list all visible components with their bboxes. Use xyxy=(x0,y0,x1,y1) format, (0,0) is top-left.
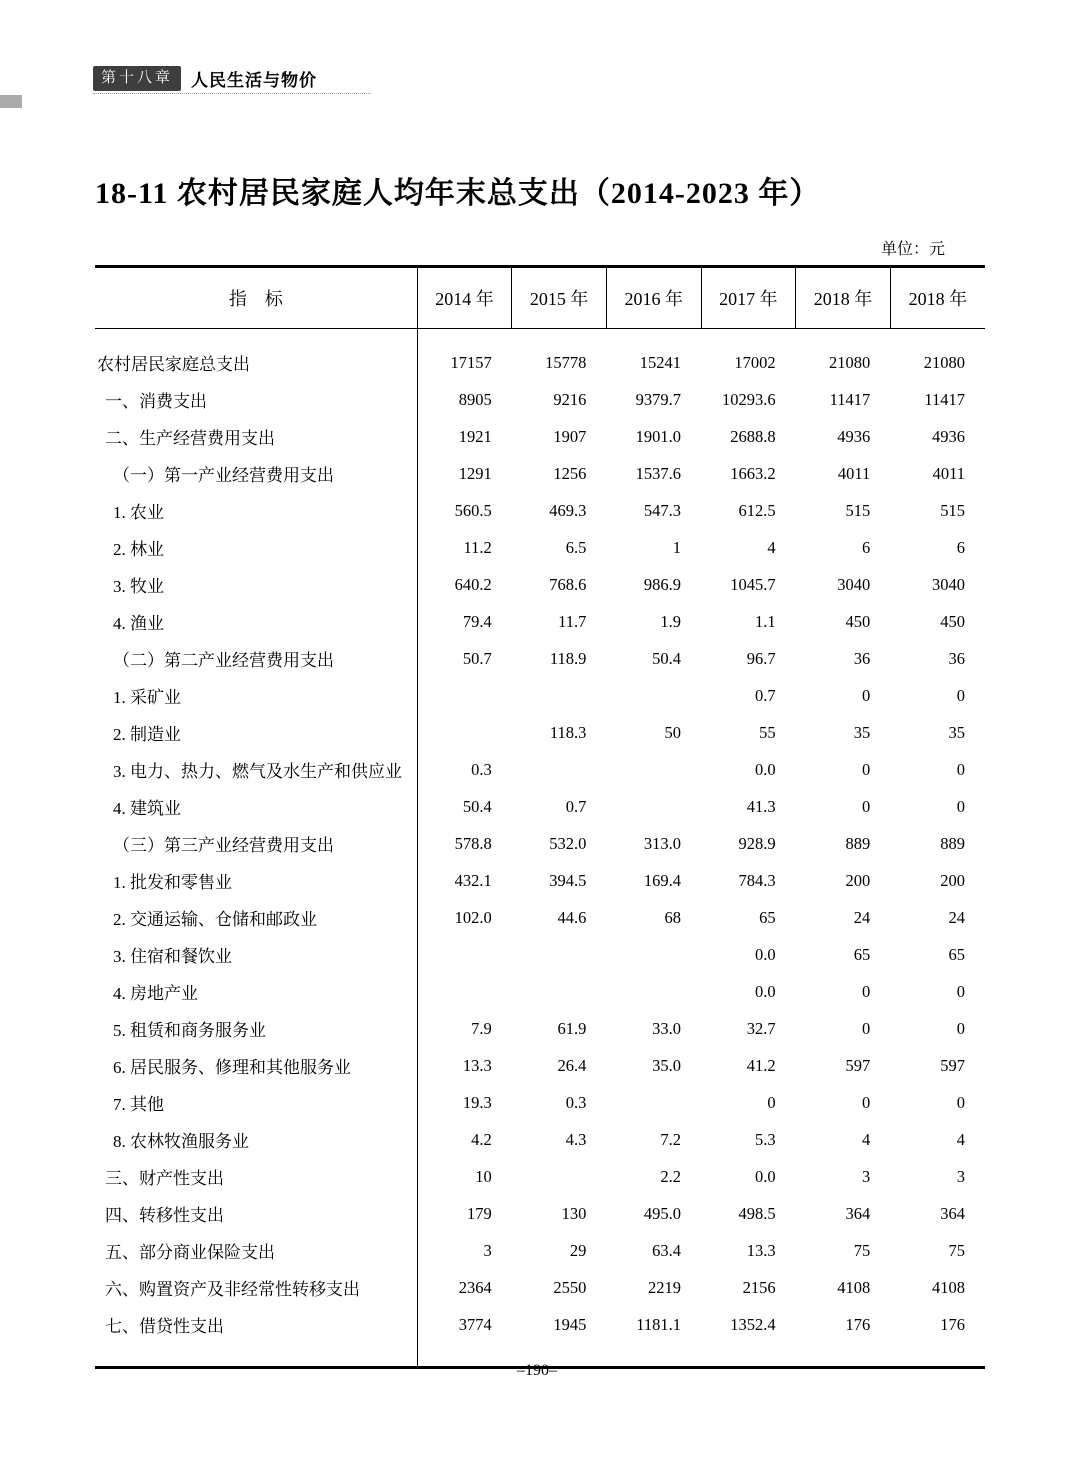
row-value-cell: 889 xyxy=(845,833,871,853)
row-value-cell: 0.0 xyxy=(755,1166,776,1186)
row-value-cell: 3 xyxy=(483,1240,492,1260)
row-value-cell: 3040 xyxy=(837,574,871,594)
row-value-cell: 17157 xyxy=(450,352,492,372)
table-row xyxy=(95,714,985,751)
row-value-cell: 313.0 xyxy=(643,833,682,853)
row-value-cell: 9216 xyxy=(553,389,587,409)
row-value-cell: 29 xyxy=(569,1240,587,1260)
row-value-cell: 2156 xyxy=(742,1277,776,1297)
table-row xyxy=(95,1195,985,1232)
row-value-cell: 35 xyxy=(948,722,965,742)
row-value-cell xyxy=(417,973,512,1010)
row-indicator-label: 3. 电力、热力、燃气及水生产和供应业 xyxy=(95,751,417,788)
row-value-cell: 1537.6 xyxy=(635,463,682,483)
row-value-cell: 784.3 xyxy=(738,870,776,890)
row-value-cell: 2688.8 xyxy=(730,426,776,446)
row-value-cell: 0 xyxy=(862,796,871,816)
row-value-cell: 21080 xyxy=(923,352,965,372)
row-value-cell: 179 xyxy=(467,1203,492,1223)
row-value-cell: 495.0 xyxy=(643,1203,682,1223)
row-indicator-label: 1. 采矿业 xyxy=(95,677,417,714)
row-indicator-label: 2. 交通运输、仓储和邮政业 xyxy=(95,899,417,936)
row-value-cell: 0.3 xyxy=(471,759,492,779)
row-value-cell: 1256 xyxy=(553,463,587,483)
row-value-cell: 0 xyxy=(862,1018,871,1038)
row-value-cell: 17002 xyxy=(734,352,776,372)
chapter-badge: 第十八章 xyxy=(93,66,181,91)
row-value-cell: 24 xyxy=(853,907,871,927)
table-row xyxy=(95,788,985,825)
row-value-cell: 0 xyxy=(956,1018,965,1038)
row-indicator-label: 4. 建筑业 xyxy=(95,788,417,825)
row-value-cell: 35 xyxy=(853,722,871,742)
row-value-cell: 4936 xyxy=(837,426,871,446)
row-value-cell: 50 xyxy=(664,722,682,742)
row-value-cell: 450 xyxy=(940,611,965,631)
row-indicator-label: 一、消费支出 xyxy=(95,381,417,418)
row-value-cell: 33.0 xyxy=(652,1018,682,1038)
row-value-cell: 7.9 xyxy=(471,1018,492,1038)
row-value-cell: 0.0 xyxy=(755,944,776,964)
row-value-cell: 498.5 xyxy=(738,1203,776,1223)
row-indicator-label: 六、购置资产及非经常性转移支出 xyxy=(95,1269,417,1306)
row-value-cell: 79.4 xyxy=(462,611,492,631)
page-title: 18-11 农村居民家庭人均年末总支出（2014-2023 年） xyxy=(95,177,821,210)
row-value-cell: 612.5 xyxy=(738,500,776,520)
row-value-cell xyxy=(417,714,512,751)
table-row xyxy=(95,899,985,936)
row-value-cell: 169.4 xyxy=(643,870,682,890)
row-value-cell: 768.6 xyxy=(549,574,587,594)
row-value-cell: 0 xyxy=(956,685,965,705)
unit-label: 单位：元 xyxy=(880,241,945,258)
row-value-cell: 41.2 xyxy=(746,1055,776,1075)
row-value-cell: 394.5 xyxy=(549,870,587,890)
row-value-cell: 1352.4 xyxy=(730,1314,776,1334)
row-value-cell: 4011 xyxy=(932,463,965,483)
row-value-cell: 3 xyxy=(862,1166,871,1186)
row-value-cell: 5.3 xyxy=(755,1129,776,1149)
year-column-header: 2018 年 xyxy=(796,267,891,329)
row-value-cell xyxy=(512,936,607,973)
row-indicator-label: （三）第三产业经营费用支出 xyxy=(95,825,417,862)
row-value-cell: 0.7 xyxy=(755,685,776,705)
row-indicator-label: 四、转移性支出 xyxy=(95,1195,417,1232)
row-value-cell: 450 xyxy=(845,611,871,631)
row-value-cell: 4108 xyxy=(837,1277,871,1297)
indicator-column-header: 指 标 xyxy=(95,267,417,329)
row-indicator-label: 4. 房地产业 xyxy=(95,973,417,1010)
row-value-cell: 4936 xyxy=(932,426,965,446)
row-value-cell: 1921 xyxy=(458,426,492,446)
row-value-cell: 75 xyxy=(948,1240,965,1260)
table-row xyxy=(95,492,985,529)
row-indicator-label: 1. 农业 xyxy=(95,492,417,529)
row-value-cell xyxy=(606,788,701,825)
row-value-cell: 55 xyxy=(759,722,776,742)
row-value-cell: 1.9 xyxy=(660,611,682,631)
row-value-cell xyxy=(417,677,512,714)
row-value-cell: 50.7 xyxy=(462,648,492,668)
row-value-cell: 3774 xyxy=(458,1314,492,1334)
row-value-cell: 3 xyxy=(956,1166,965,1186)
table-row xyxy=(95,1084,985,1121)
year-column-header: 2014 年 xyxy=(417,267,512,329)
row-value-cell xyxy=(606,1084,701,1121)
year-column-header: 2016 年 xyxy=(606,267,701,329)
row-value-cell: 50.4 xyxy=(462,796,492,816)
row-value-cell: 889 xyxy=(940,833,965,853)
table-row xyxy=(95,862,985,899)
row-value-cell: 0 xyxy=(767,1092,776,1112)
row-value-cell xyxy=(512,973,607,1010)
row-value-cell: 1.1 xyxy=(755,611,776,631)
row-value-cell: 0.0 xyxy=(755,981,776,1001)
row-value-cell: 597 xyxy=(845,1055,871,1075)
row-value-cell: 26.4 xyxy=(557,1055,587,1075)
row-value-cell: 0 xyxy=(862,1092,871,1112)
row-value-cell: 1945 xyxy=(553,1314,587,1334)
row-indicator-label: 三、财产性支出 xyxy=(95,1158,417,1195)
row-value-cell: 11.7 xyxy=(558,611,587,631)
row-value-cell: 24 xyxy=(948,907,965,927)
table-row xyxy=(95,418,985,455)
row-value-cell: 68 xyxy=(664,907,682,927)
row-value-cell: 364 xyxy=(940,1203,965,1223)
row-indicator-label: （一）第一产业经营费用支出 xyxy=(95,455,417,492)
year-column-header: 2015 年 xyxy=(512,267,607,329)
row-value-cell: 986.9 xyxy=(643,574,682,594)
row-value-cell xyxy=(606,677,701,714)
row-value-cell: 8905 xyxy=(458,389,492,409)
row-indicator-label: 1. 批发和零售业 xyxy=(95,862,417,899)
row-value-cell: 36 xyxy=(853,648,871,668)
row-value-cell xyxy=(512,677,607,714)
statistics-table xyxy=(95,265,985,1369)
row-value-cell: 0 xyxy=(956,981,965,1001)
row-value-cell: 0.3 xyxy=(565,1092,587,1112)
table-row xyxy=(95,751,985,788)
row-value-cell: 50.4 xyxy=(652,648,682,668)
row-value-cell: 102.0 xyxy=(454,907,492,927)
row-value-cell: 515 xyxy=(940,500,965,520)
row-value-cell: 0 xyxy=(862,759,871,779)
row-value-cell: 578.8 xyxy=(454,833,492,853)
row-value-cell: 118.9 xyxy=(549,648,587,668)
row-value-cell: 560.5 xyxy=(454,500,492,520)
row-value-cell: 2.2 xyxy=(660,1166,682,1186)
table-row xyxy=(95,381,985,418)
row-value-cell xyxy=(606,936,701,973)
page-number: –190– xyxy=(517,1362,557,1379)
table-header-row xyxy=(95,267,985,329)
row-value-cell: 640.2 xyxy=(454,574,492,594)
table-row xyxy=(95,529,985,566)
row-indicator-label: 7. 其他 xyxy=(95,1084,417,1121)
table-row xyxy=(95,1047,985,1084)
row-value-cell: 0 xyxy=(956,759,965,779)
table-row xyxy=(95,1269,985,1306)
row-value-cell: 0 xyxy=(862,981,871,1001)
row-value-cell: 4108 xyxy=(932,1277,965,1297)
row-value-cell: 1663.2 xyxy=(730,463,776,483)
row-value-cell: 11417 xyxy=(829,389,871,409)
row-value-cell: 6 xyxy=(956,537,965,557)
year-column-header: 2017 年 xyxy=(701,267,796,329)
table-row xyxy=(95,329,985,382)
row-indicator-label: 5. 租赁和商务服务业 xyxy=(95,1010,417,1047)
page-margin-tab xyxy=(0,95,22,108)
row-value-cell: 532.0 xyxy=(549,833,587,853)
row-indicator-label: 6. 居民服务、修理和其他服务业 xyxy=(95,1047,417,1084)
table-row xyxy=(95,1232,985,1269)
row-value-cell: 41.3 xyxy=(746,796,776,816)
chapter-title: 人民生活与物价 xyxy=(191,71,318,90)
row-value-cell: 4 xyxy=(862,1129,871,1149)
row-value-cell: 11.2 xyxy=(463,537,492,557)
row-value-cell: 44.6 xyxy=(557,907,587,927)
row-value-cell: 1907 xyxy=(553,426,587,446)
table-row xyxy=(95,973,985,1010)
row-value-cell: 176 xyxy=(845,1314,871,1334)
row-value-cell: 176 xyxy=(940,1314,965,1334)
row-value-cell: 75 xyxy=(853,1240,871,1260)
row-value-cell: 9379.7 xyxy=(635,389,682,409)
row-value-cell: 10 xyxy=(475,1166,492,1186)
row-indicator-label: 2. 制造业 xyxy=(95,714,417,751)
row-indicator-label: 3. 牧业 xyxy=(95,566,417,603)
row-value-cell: 36 xyxy=(948,648,965,668)
row-indicator-label: 4. 渔业 xyxy=(95,603,417,640)
row-value-cell: 200 xyxy=(845,870,871,890)
row-value-cell: 200 xyxy=(940,870,965,890)
row-value-cell: 1 xyxy=(672,537,682,557)
row-value-cell xyxy=(606,973,701,1010)
row-value-cell: 4 xyxy=(956,1129,965,1149)
row-value-cell: 61.9 xyxy=(557,1018,587,1038)
row-value-cell: 364 xyxy=(845,1203,871,1223)
row-indicator-label: 3. 住宿和餐饮业 xyxy=(95,936,417,973)
table-row xyxy=(95,1121,985,1158)
row-value-cell: 2364 xyxy=(458,1277,492,1297)
row-value-cell: 11417 xyxy=(924,389,965,409)
row-value-cell xyxy=(417,936,512,973)
row-value-cell: 432.1 xyxy=(454,870,492,890)
row-value-cell: 597 xyxy=(940,1055,965,1075)
row-indicator-label: （二）第二产业经营费用支出 xyxy=(95,640,417,677)
row-value-cell: 0 xyxy=(956,1092,965,1112)
row-value-cell: 35.0 xyxy=(652,1055,682,1075)
row-value-cell: 65 xyxy=(948,944,965,964)
row-value-cell: 13.3 xyxy=(746,1240,776,1260)
row-value-cell: 65 xyxy=(759,907,776,927)
row-value-cell: 118.3 xyxy=(549,722,587,742)
row-indicator-label: 农村居民家庭总支出 xyxy=(95,329,417,382)
table-row xyxy=(95,566,985,603)
row-value-cell: 63.4 xyxy=(652,1240,682,1260)
row-value-cell: 13.3 xyxy=(462,1055,492,1075)
row-value-cell: 6.5 xyxy=(565,537,587,557)
row-value-cell: 19.3 xyxy=(462,1092,492,1112)
row-value-cell: 32.7 xyxy=(746,1018,776,1038)
row-value-cell: 7.2 xyxy=(660,1129,682,1149)
row-value-cell: 469.3 xyxy=(549,500,587,520)
row-indicator-label: 2. 林业 xyxy=(95,529,417,566)
page-header xyxy=(93,66,317,91)
header-divider xyxy=(93,93,371,94)
row-value-cell: 130 xyxy=(561,1203,587,1223)
table-row xyxy=(95,825,985,862)
row-value-cell: 0.0 xyxy=(755,759,776,779)
row-value-cell: 4.3 xyxy=(565,1129,587,1149)
row-value-cell: 21080 xyxy=(829,352,871,372)
row-value-cell: 4011 xyxy=(837,463,871,483)
table-row xyxy=(95,455,985,492)
row-value-cell: 3040 xyxy=(932,574,965,594)
table-row xyxy=(95,1010,985,1047)
row-value-cell: 0 xyxy=(862,685,871,705)
row-value-cell: 4 xyxy=(767,537,776,557)
row-value-cell: 547.3 xyxy=(643,500,682,520)
row-indicator-label: 8. 农林牧渔服务业 xyxy=(95,1121,417,1158)
row-indicator-label: 二、生产经营费用支出 xyxy=(95,418,417,455)
table-row xyxy=(95,603,985,640)
row-value-cell: 0 xyxy=(956,796,965,816)
row-value-cell: 15241 xyxy=(639,352,682,372)
row-value-cell xyxy=(512,751,607,788)
row-value-cell: 515 xyxy=(845,500,871,520)
row-value-cell: 1901.0 xyxy=(635,426,682,446)
row-indicator-label: 七、借贷性支出 xyxy=(95,1306,417,1368)
row-value-cell: 0.7 xyxy=(565,796,587,816)
row-value-cell: 928.9 xyxy=(738,833,776,853)
row-value-cell: 2219 xyxy=(648,1277,682,1297)
row-value-cell: 96.7 xyxy=(746,648,776,668)
row-value-cell: 1181.1 xyxy=(636,1314,682,1334)
row-value-cell: 4.2 xyxy=(471,1129,492,1149)
row-value-cell: 6 xyxy=(862,537,871,557)
row-value-cell: 1045.7 xyxy=(730,574,776,594)
year-column-header: 2018 年 xyxy=(890,267,985,329)
table-row xyxy=(95,936,985,973)
table-row xyxy=(95,677,985,714)
row-value-cell: 2550 xyxy=(553,1277,587,1297)
table-row xyxy=(95,1158,985,1195)
row-value-cell: 65 xyxy=(853,944,871,964)
table-row xyxy=(95,640,985,677)
row-value-cell: 15778 xyxy=(545,352,587,372)
row-indicator-label: 五、部分商业保险支出 xyxy=(95,1232,417,1269)
row-value-cell xyxy=(512,1158,607,1195)
row-value-cell xyxy=(606,751,701,788)
row-value-cell: 10293.6 xyxy=(722,389,776,409)
table-row xyxy=(95,1306,985,1368)
row-value-cell: 1291 xyxy=(458,463,492,483)
